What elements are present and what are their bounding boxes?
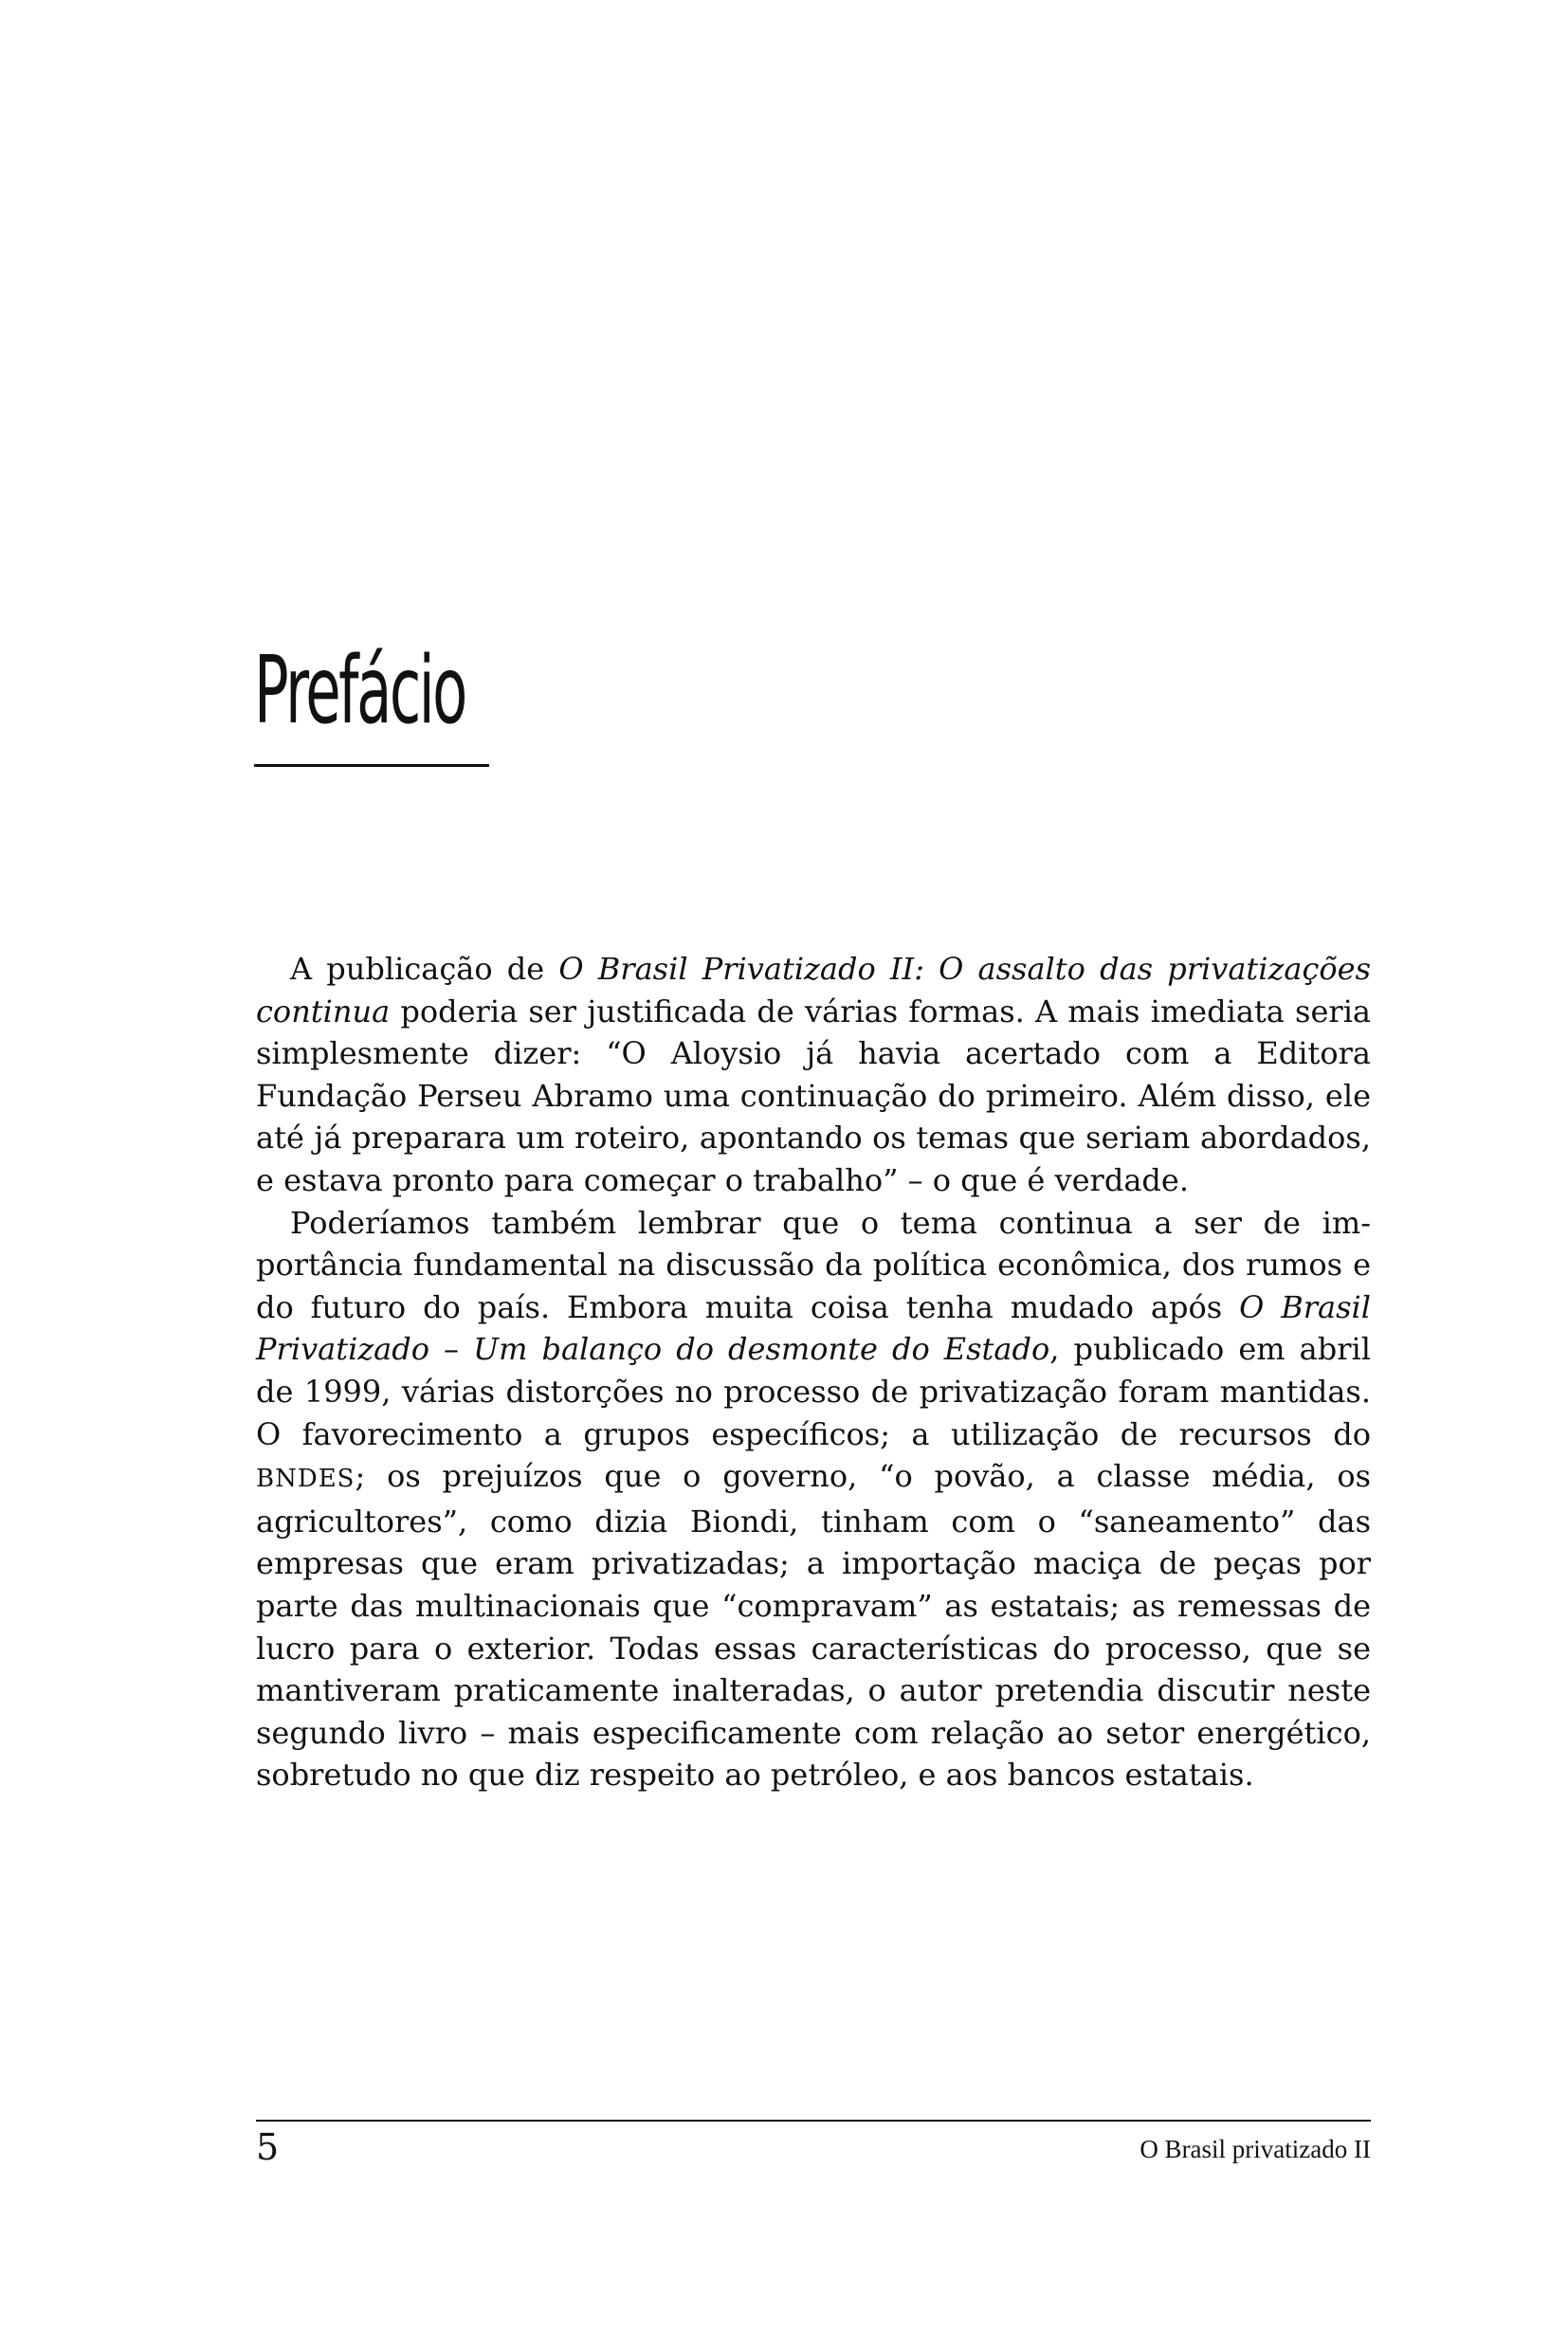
chapter-title: Prefácio (254, 637, 465, 745)
running-title: O Brasil privatizado II (1140, 2135, 1371, 2163)
title-underline (254, 764, 489, 767)
paragraph-2-text-1: Poderíamos também lembrar que o tema continua a ser de importância fundamental na discussão da política econômica, dos rumos e do futuro do país. Embora muita coisa tenha mudado após (256, 1204, 1371, 1325)
acronym-bndes: BNDES (256, 1465, 356, 1494)
footer-rule (256, 2120, 1371, 2122)
page-number: 5 (256, 2126, 280, 2168)
body-text (256, 948, 1371, 1796)
book-title-1: O Brasil Privatizado II: O assalto das privatizações continua (256, 951, 1372, 1030)
book-title-2: O Brasil Privatizado – Um balanço do desmonte do Estado (256, 1288, 1372, 1368)
paragraph-1 (256, 948, 1371, 1202)
paragraph-2-text-2: , publicado em abril de 1999, várias distorções no processo de privatização foram mantidas. O favorecimento a grupos específicos; a utilização de recursos do (256, 1331, 1372, 1452)
paragraph-1-text-1: A publicação de (290, 951, 559, 987)
paragraph-1-text-2: poderia ser justificada de várias formas. A mais imediata seria simplesmente dizer: “O Aloysio já havia acertado com a Editora Fundação Perseu Abramo uma continuação do primeiro. Além disso, ele até já preparara um roteiro, apontando os temas que seriam abordados, e estava pronto para começar o trabalho” – o que é verdade. (256, 993, 1371, 1198)
paragraph-2-text-3: ; os prejuízos que o governo, “o povão, a classe média, os agricultores”, como dizia Biondi, tinham com o “saneamento” das empresas que eram privatizadas; a importação maciça de peças por parte das multinacionais que “compravam” as estatais; as remessas de lucro para o exterior. Todas essas características do processo, que se mantiveram praticamente inalteradas, o autor pretendia discutir neste segundo livro – mais especificamente com relação ao setor energético, sobretudo no que diz respeito ao petróleo, e aos bancos estatais. (256, 1458, 1371, 1794)
paragraph-2 (256, 1202, 1371, 1796)
